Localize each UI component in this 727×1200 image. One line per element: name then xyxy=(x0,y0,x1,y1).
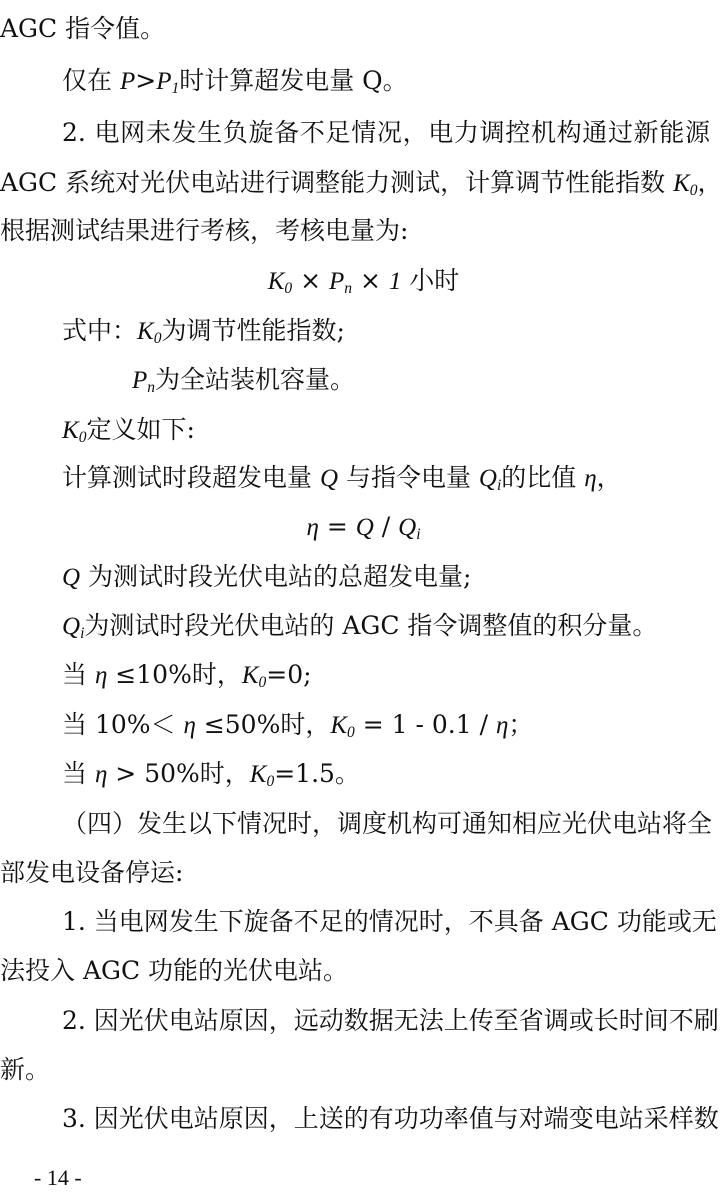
text-line: 新。 xyxy=(0,1055,51,1084)
text-line: $Q_i$为测试时段光伏电站的 AGC 指令调整值的积分量。 xyxy=(62,611,658,642)
text-line: 2. 电网未发生负旋备不足情况，电力调控机构通过新能源 xyxy=(62,118,710,147)
text-line: $P_n$为全站装机容量。 xyxy=(132,365,356,396)
text-line: 1. 当电网发生下旋备不足的情况时，不具备 AGC 功能或无 xyxy=(62,907,717,936)
text-line: 当 η ≤10%时，$K_0=0$; xyxy=(62,660,312,691)
text-line: 2. 因光伏电站原因，远动数据无法上传至省调或长时间不刷 xyxy=(62,1006,719,1035)
text-line: $K_0$定义如下: xyxy=(62,415,195,446)
formula-ratio: $\eta = Q / Q_i$ xyxy=(306,512,421,543)
page-number: - 14 - xyxy=(34,1165,82,1190)
text-line: 当 η > 50%时，$K_0=1.5$。 xyxy=(62,759,360,790)
text-line: 部发电设备停运: xyxy=(0,858,184,887)
text-line: 式中：$K_0$为调节性能指数; xyxy=(62,316,345,347)
text-line: Q 为测试时段光伏电站的总超发电量; xyxy=(62,562,472,591)
text-line: AGC 指令值。 xyxy=(0,14,166,43)
text-line: 法投入 AGC 功能的光伏电站。 xyxy=(0,956,349,985)
text-line: （四）发生以下情况时，调度机构可通知相应光伏电站将全 xyxy=(62,809,713,838)
text-line: 根据测试结果进行考核，考核电量为: xyxy=(0,216,409,245)
text-line: 3. 因光伏电站原因，上送的有功功率值与对端变电站采样数 xyxy=(62,1104,719,1133)
text-line: 计算测试时段超发电量 Q 与指令电量 $Q_i$的比值 η， xyxy=(62,463,622,494)
text-line: AGC 系统对光伏电站进行调整能力测试，计算调节性能指数 $K_0$， xyxy=(0,168,723,199)
text-line: 仅在 $P>P_1$时计算超发电量 Q。 xyxy=(62,66,408,97)
formula-assessment: $K_0 \times P_n \times 1$ 小时 xyxy=(267,266,460,297)
text-line: 当 10%＜ η ≤50%时，$K_0 = 1 - 0.1 / \eta$； xyxy=(62,710,534,741)
